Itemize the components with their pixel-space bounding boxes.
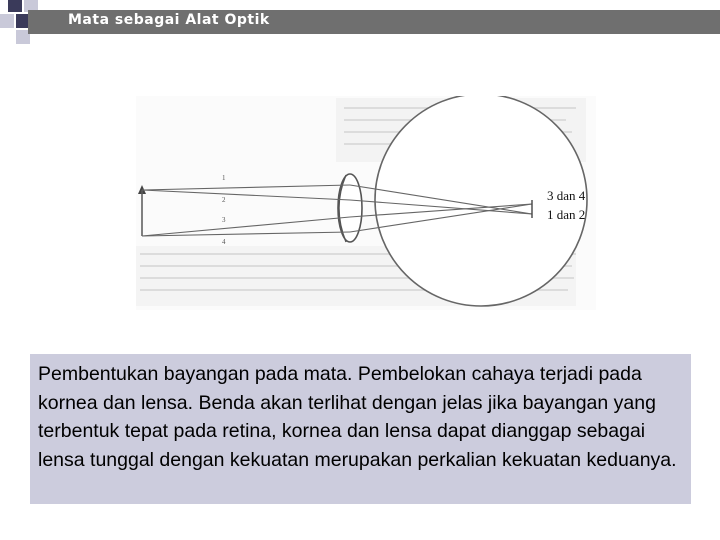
eye-diagram-svg	[136, 96, 596, 310]
corner-square-light	[0, 14, 14, 28]
label-1-and-2: 1 dan 2	[547, 207, 586, 222]
slide-title: Mata sebagai Alat Optik	[68, 12, 270, 28]
label-3-and-4: 3 dan 4	[547, 188, 586, 203]
eye-diagram	[136, 96, 596, 310]
corner-square-dark	[8, 0, 22, 12]
ray-number: 4	[222, 238, 226, 246]
ray-number: 2	[222, 196, 226, 204]
ray-number: 3	[222, 216, 226, 224]
ray-number: 1	[222, 174, 226, 182]
caption-box	[30, 354, 691, 504]
caption-text: Pembentukan bayangan pada mata. Pembelokan cahaya terjadi pada kornea dan lensa. Benda akan terlihat dengan jelas jika bayangan yang terbentuk tepat pada retina, kornea dan lensa dapat dianggap sebagai lensa tunggal dengan kekuatan merupakan perkalian kekuatan keduanya.	[38, 363, 677, 471]
